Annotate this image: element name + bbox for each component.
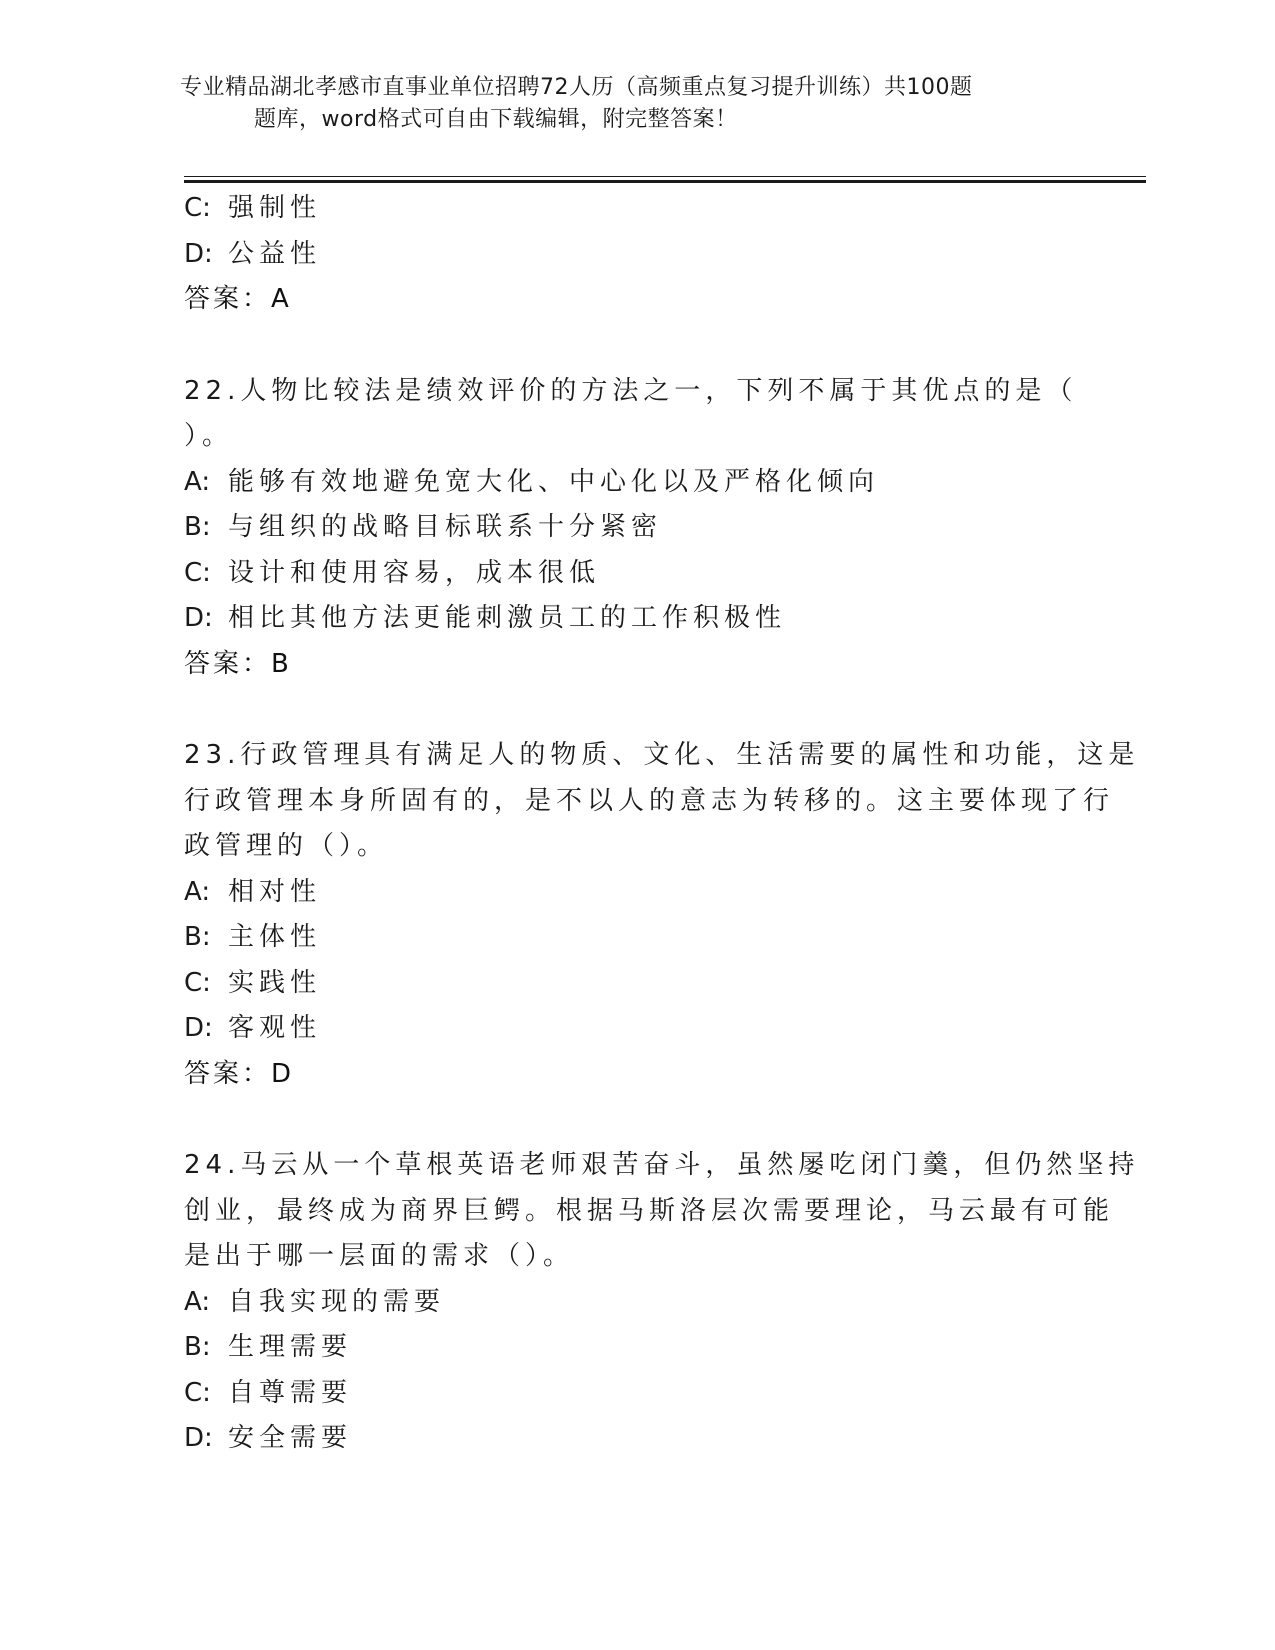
option-text: 生理需要 [228, 1332, 353, 1362]
option-letter: C: [184, 967, 211, 998]
option-letter: A: [184, 466, 211, 497]
answer-line: 答案：D [184, 1058, 295, 1089]
option-a [184, 460, 1084, 506]
option-c [184, 961, 1084, 1007]
option-d [184, 596, 1084, 642]
option-b [184, 915, 1084, 961]
question-text-line: 是出于哪一层面的需求（）。 [184, 1241, 575, 1271]
question-text-line: 23.行政管理具有满足人的物质、文化、生活需要的属性和功能，这是 [184, 740, 1140, 770]
question-21-tail [184, 186, 1084, 323]
answer-line: 答案：A [184, 284, 292, 314]
option-a [184, 870, 1084, 916]
spacer [184, 323, 1084, 369]
option-letter: C: [184, 193, 211, 223]
option-c [184, 551, 1084, 597]
option-text: 公益性 [228, 238, 322, 269]
question-text-line: 24.马云从一个草根英语老师艰苦奋斗，虽然屡吃闭门羹，但仍然坚持 [184, 1150, 1140, 1180]
page-header [180, 72, 1100, 136]
option-letter: A: [184, 1286, 211, 1317]
header-title-line2: 题库，word格式可自由下载编辑，附完整答案！ [254, 107, 738, 132]
option-text: 自尊需要 [228, 1377, 353, 1408]
option-d [184, 1006, 1084, 1052]
option-text: 相比其他方法更能刺激员工的工作积极性 [228, 603, 787, 633]
option-text: 自我实现的需要 [228, 1286, 446, 1317]
option-text: 实践性 [228, 967, 322, 998]
spacer [184, 1097, 1084, 1143]
option-text: 安全需要 [228, 1423, 353, 1453]
question-text-line: 22.人物比较法是绩效评价的方法之一，下列不属于其优点的是（ [184, 375, 1078, 406]
question-text-line: ）。 [184, 421, 234, 451]
answer-line: 答案：B [184, 648, 292, 679]
question-text-line: 政管理的（）。 [184, 831, 389, 861]
spacer [184, 687, 1084, 733]
option-letter: B: [184, 512, 211, 542]
question-24 [184, 1143, 1140, 1462]
option-letter: B: [184, 922, 211, 952]
header-divider-thin [184, 176, 1146, 177]
option-letter: D: [184, 238, 213, 269]
question-text-line: 创业，最终成为商界巨鳄。根据马斯洛层次需要理论，马云最有可能 [184, 1195, 1115, 1226]
option-letter: C: [184, 557, 211, 588]
option-text: 主体性 [228, 922, 322, 952]
option-letter: D: [184, 603, 213, 633]
option-b [184, 505, 1084, 551]
option-b [184, 1325, 1084, 1371]
option-letter: A: [184, 876, 211, 907]
option-text: 客观性 [228, 1013, 322, 1043]
option-letter: B: [184, 1332, 211, 1362]
option-d [184, 232, 1084, 278]
header-title-line1: 专业精品湖北孝感市直事业单位招聘72人历（高频重点复习提升训练）共100题 [180, 75, 973, 100]
option-a [184, 1280, 1084, 1326]
option-text: 与组织的战略目标联系十分紧密 [228, 512, 663, 542]
question-23 [184, 733, 1140, 1097]
option-text: 相对性 [228, 876, 322, 907]
option-letter: C: [184, 1377, 211, 1408]
question-22 [184, 369, 1084, 688]
option-text: 设计和使用容易，成本很低 [228, 557, 601, 588]
document-body [184, 186, 1140, 1462]
option-letter: D: [184, 1013, 213, 1043]
option-c [184, 186, 1084, 232]
option-letter: D: [184, 1423, 213, 1453]
question-text-line: 行政管理本身所固有的，是不以人的意志为转移的。这主要体现了行 [184, 785, 1115, 816]
header-divider-thick [184, 180, 1146, 183]
option-text: 能够有效地避免宽大化、中心化以及严格化倾向 [228, 466, 880, 497]
option-d [184, 1416, 1084, 1462]
option-text: 强制性 [228, 193, 322, 223]
option-c [184, 1371, 1084, 1417]
